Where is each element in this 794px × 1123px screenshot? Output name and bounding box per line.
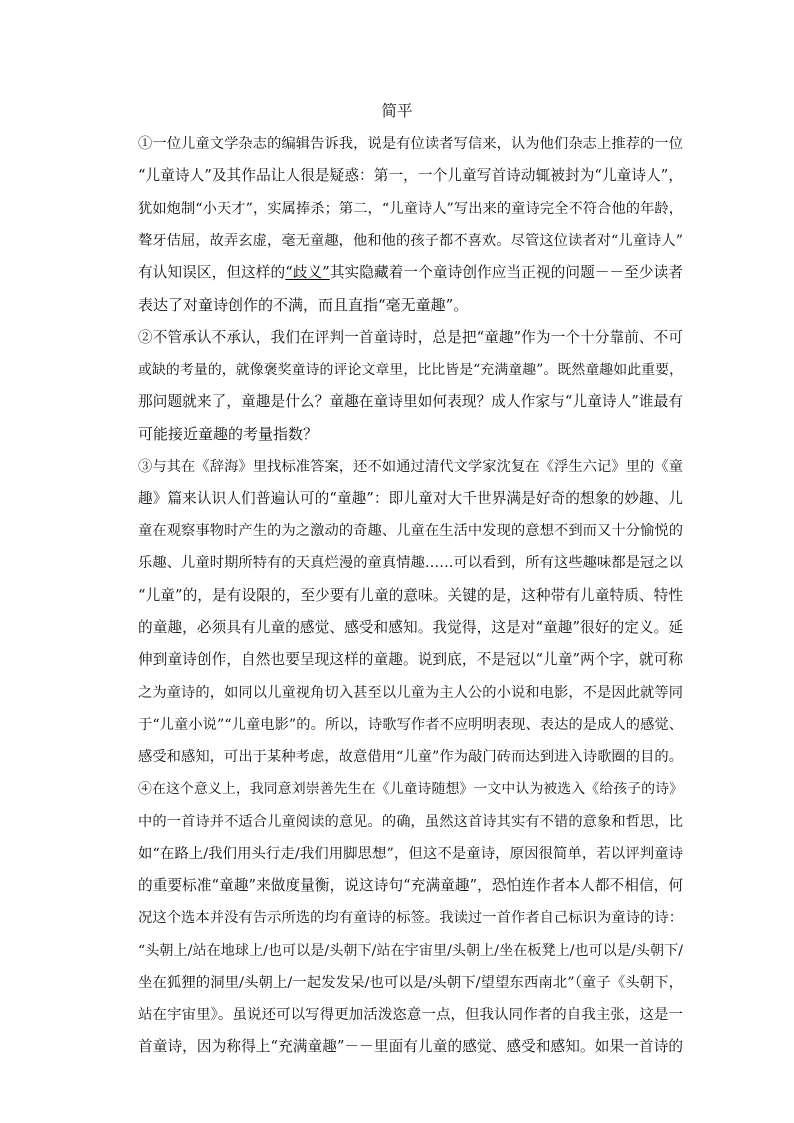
text-line: 犹如炮制“小天才”，实属捧杀；第二，“儿童诗人”写出来的童诗完全不符合他的年龄，	[138, 200, 683, 217]
text-line: 那问题就来了，童趣是什么？童趣在童诗里如何表现？成人作家与“儿童诗人”谁最有	[138, 393, 683, 411]
text-line: 可能接近童趣的考量指数？	[138, 425, 319, 444]
text-line: 站在宇宙里》。虽说还可以写得更加活泼恣意一点，但我认同作者的自我主张，这是一	[138, 1007, 683, 1024]
text-line: ③与其在《辞海》里找标准答案，还不如通过清代文学家沈复在《浮生六记》里的《童	[138, 458, 683, 475]
text-line: 坐在狐狸的洞里/头朝上/一起发发呆/也可以是/头朝下/望望东西南北”（童子《头朝下，	[138, 974, 683, 991]
document-title: 简平	[381, 102, 413, 120]
text-line: 中的一首诗并不适合儿童阅读的意见。的确，虽然这首诗其实有不错的意象和哲思，比	[138, 813, 683, 830]
text-line: 表达了对童诗创作的不满，而且直指“毫无童趣”。	[138, 296, 469, 315]
text-line: 的童趣，必须具有儿童的感觉、感受和感知。我觉得，这是对“童趣”很好的定义。延	[138, 618, 683, 636]
text-line: “儿童”的，是有设限的，至少要有儿童的意味。关键的是，这种带有儿童特质、特性	[138, 586, 683, 604]
text-line: 于“儿童小说”“儿童电影”的。所以，诗歌写作者不应明明表现、表达的是成人的感觉、	[138, 716, 683, 733]
text-line: 况这个选本并没有告示所选的均有童诗的标签。我读过一首作者自己标识为童诗的诗：	[138, 910, 683, 927]
text-line: ②不管承认不承认，我们在评判一首童诗时，总是把“童趣”作为一个十分靠前、不可	[138, 328, 683, 346]
text-line: 的重要标准“童趣”来做度量衡，说这诗句“充满童趣”，恐怕连作者本人都不相信，何	[138, 877, 683, 895]
text-line: 趣》篇来认识人们普遍认可的“童趣”：即儿童对大千世界满是好奇的想象的妙趣、儿	[138, 489, 683, 507]
text-line: “头朝上/站在地球上/也可以是/头朝下/站在宇宙里/头朝上/坐在板凳上/也可以是/头朝下/	[138, 942, 683, 959]
text-line: 童在观察事物时产生的为之激动的奇趣、儿童在生活中发现的意想不到而又十分愉悦的	[138, 523, 683, 540]
text-line: ①一位儿童文学杂志的编辑告诉我，说是有位读者写信来，认为他们杂志上推荐的一位	[138, 136, 683, 152]
text-line: 如“在路上/我们用头行走/我们用脚思想”，但这不是童诗，原因很简单，若以评判童诗	[138, 845, 683, 862]
text-line: 之为童诗的，如同以儿童视角切入甚至以儿童为主人公的小说和电影，不是因此就等同	[138, 684, 683, 701]
text-line: 或缺的考量的，就像褒奖童诗的评论文章里，比比皆是“充满童趣”。既然童趣如此重要，	[138, 361, 683, 378]
article-body	[138, 128, 683, 1064]
text-line-head: 有认知误区，但这样的	[138, 264, 286, 282]
text-line: 聱牙佶屈，故弄玄虚，毫无童趣，他和他的孩子都不喜欢。尽管这位读者对“儿童诗人”	[138, 232, 683, 249]
text-line: ④在这个意义上，我同意刘崇善先生在《儿童诗随想》一文中认为被选入《给孩子的诗》	[138, 781, 683, 798]
text-line: 伸到童诗创作，自然也要呈现这样的童趣。说到底，不是冠以“儿童”两个字，就可称	[138, 651, 683, 669]
text-line: 乐趣、儿童时期所特有的天真烂漫的童真情趣……可以看到，所有这些趣味都是冠之以	[138, 555, 683, 572]
text-line: “儿童诗人”及其作品让人很是疑惑：第一，一个儿童写首诗动辄被封为“儿童诗人”，	[138, 167, 683, 185]
text-line-tail: 其实隐藏着一个童诗创作应当正视的问题－－至少读者	[329, 264, 683, 282]
text-line-with-underline	[138, 257, 683, 289]
underlined-term: “歧义”	[285, 264, 330, 282]
text-line: 首童诗，因为称得上“充满童趣”－－里面有儿童的感觉、感受和感知。如果一首诗的	[138, 1038, 683, 1056]
text-line: 感受和感知，可出于某种考虑，故意借用“儿童”作为敲门砖而达到进入诗歌圈的目的。	[138, 749, 683, 766]
